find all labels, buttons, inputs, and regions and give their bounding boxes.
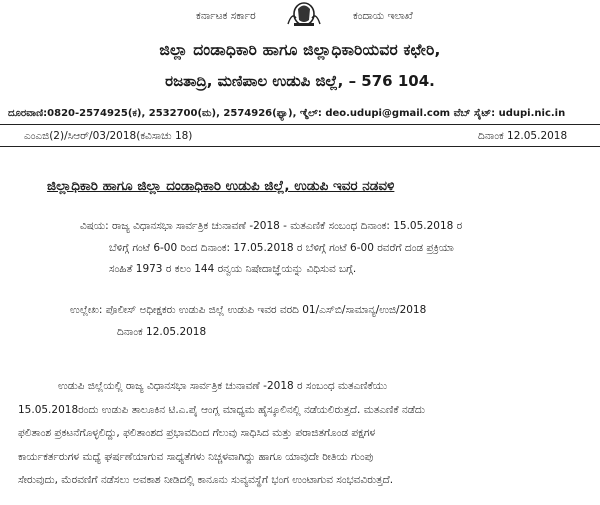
divider-top xyxy=(0,124,600,125)
divider-bottom xyxy=(0,146,600,147)
department-label: ಕಂದಾಯ ಇಲಾಖೆ xyxy=(353,10,413,22)
office-title: ಜಿಲ್ಲಾ ದಂಡಾಧಿಕಾರಿ ಹಾಗೂ ಜಿಲ್ಲಾಧಿಕಾರಿಯವರ ಕಛೇರಿ, xyxy=(159,41,441,59)
reference-line: ಉಲ್ಲೇಖ: ಪೊಲೀಸ್ ಅಧೀಕ್ಷಕರು ಉಡುಪಿ ಜಿಲ್ಲೆ ಉಡುಪಿ ಇವರ ವರದಿ 01/ಎಸ್‌ಬಿ/ಸಾಮಾನ್ಯ/ಉಜಿ/2018 xyxy=(70,304,427,316)
body-paragraph xyxy=(18,375,425,493)
reference-number: ಎಂಎಜಿ(2)/ಸಿಆರ್/03/2018(ಕವಿಸಾಚು 18) xyxy=(24,130,193,142)
subject-line: ವಿಷಯ: ರಾಜ್ಯ ವಿಧಾನಸಭಾ ಸಾರ್ವತ್ರಿಕ ಚುನಾವಣೆ -2018 - ಮತಎಣಿಕೆ ಸಂಬಂಧ ದಿನಾಂಕ: 15.05.2018 ರ xyxy=(80,220,463,232)
contact-details: ದೂರವಾಣಿ:0820-2574925(ಕ), 2532700(ಮ), 2574926(ಫ್ಯಾ), ಇ್ಮೆಲ್: deo.udupi@gmail.com ವೆಬ್ ಸೈಟ್: udupi.nic.in xyxy=(8,108,566,119)
paragraph-line: ಉಡುಪಿ ಜಿಲ್ಲೆಯಲ್ಲಿ ರಾಜ್ಯ ವಿಧಾನಸಭಾ ಸಾರ್ವತ್ರಿಕ ಚುನಾವಣೆ -2018 ರ ಸಂಬಂಧ ಮತಎಣಿಕೆಯು xyxy=(58,380,388,392)
subject-line: ಸಂಹಿತೆ 1973 ರ ಕಲಂ 144 ರನ್ವಯ ನಿಷೇದಾಜ್ಞೆಯನ್ನು ವಿಧಿಸುವ ಬಗ್ಗೆ. xyxy=(109,263,357,275)
proceedings-title: ಜಿಲ್ಲಾಧಿಕಾರಿ ಹಾಗೂ ಜಿಲ್ಲಾ ದಂಡಾಧಿಕಾರಿ ಉಡುಪಿ ಜಿಲ್ಲೆ, ಉಡುಪಿ ಇವರ ನಡವಳಿ xyxy=(47,178,395,194)
government-label: ಕರ್ನಾಟಕ ಸರ್ಕಾರ xyxy=(196,10,256,22)
order-date: ದಿನಾಂಕ 12.05.2018 xyxy=(478,130,568,142)
state-emblem-icon xyxy=(284,0,324,26)
reference-line: ದಿನಾಂಕ 12.05.2018 xyxy=(117,325,207,338)
office-address: ರಜತಾದ್ರಿ, ಮಣಿಪಾಲ ಉಡುಪಿ ಜಿಲ್ಲೆ, – 576 104. xyxy=(165,72,435,90)
paragraph-line: 15.05.2018ರಂದು ಉಡುಪಿ ತಾಲೂಕಿನ ಟಿ.ಎ.ಪೈ ಆಂಗ್ಲ ಮಾಧ್ಯಮ ಹೈಸ್ಕೂಲಿನಲ್ಲಿ ನಡೆಯಲಿರುತ್ತದೆ. ಮತಎಣಿಕೆ ನಡೆದು xyxy=(18,403,426,416)
paragraph-line: ಕಾರ್ಯಕರ್ತರುಗಳ ಮಧ್ಯೆ ಘರ್ಷಣೆಯಾಗುವ ಸಾಧ್ಯತೆಗಳು ನಿಚ್ಚಳವಾಗಿದ್ದು ಹಾಗೂ ಯಾವುದೇ ರೀತಿಯ ಗುಂಪು xyxy=(18,450,374,463)
subject-block xyxy=(80,216,462,281)
reference-block xyxy=(70,300,426,343)
paragraph-line: ಸೇರುವುದು, ಮೆರವಣಿಗೆ ನಡೆಸಲು ಅವಕಾಶ ನೀಡಿದಲ್ಲಿ ಕಾನೂನು ಸುವ್ಯವಸ್ಥೆಗೆ ಭಂಗ ಉಂಟಾಗುವ ಸಂಭವವಿರುತ್ತದೆ. xyxy=(18,474,394,486)
subject-line: ಬೆಳಿಗ್ಗೆ ಗಂಟೆ 6-00 ರಿಂದ ದಿನಾಂಕ: 17.05.2018 ರ ಬೆಳಿಗ್ಗೆ ಗಂಟೆ 6-00 ರವರೆಗೆ ದಂಡ ಪ್ರಕ್ರಿಯಾ xyxy=(109,241,454,254)
paragraph-line: ಫಲಿತಾಂಶ ಪ್ರಕಟನೆಗೊಳ್ಳಲಿದ್ದು, ಫಲಿತಾಂಶದ ಪ್ರಭಾವದಿಂದ ಗೆಲುವು ಸಾಧಿಸಿದ ಮತ್ತು ಪರಾಜಿತಗೊಂಡ ಪಕ್ಷಗಳ xyxy=(18,427,376,439)
